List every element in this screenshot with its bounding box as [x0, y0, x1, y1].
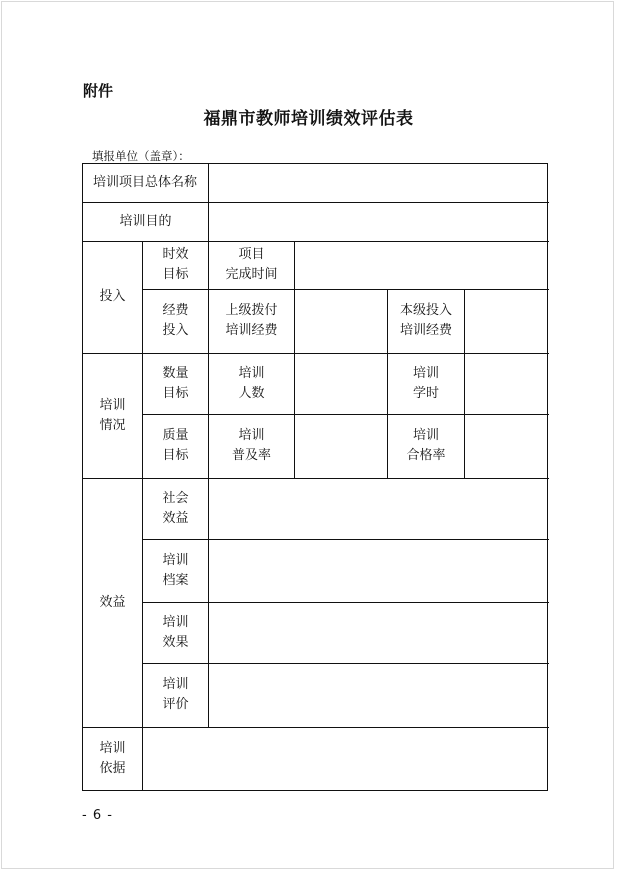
- training-archive-label: 培训 档案: [162, 552, 189, 588]
- pass-rate-label: 培训 合格率: [406, 428, 446, 463]
- training-evaluation-label: 培训 评价: [162, 677, 189, 712]
- benefits-group-label: 效益: [99, 594, 126, 610]
- completion-time-label: 项目 完成时间: [225, 247, 278, 282]
- project-name-label: 培训项目总体名称: [93, 175, 198, 190]
- timeliness-target-label: 时效 目标: [162, 247, 189, 282]
- upper-funds-label: 上级拨付 培训经费: [225, 303, 278, 338]
- training-hours-label: 培训 学时: [412, 365, 439, 401]
- coverage-rate-label: 培训 普及率: [231, 428, 271, 463]
- upper-funds-field[interactable]: [295, 289, 387, 353]
- training-effect-field[interactable]: [209, 602, 547, 663]
- training-basis-label: 培训 依据: [99, 740, 126, 776]
- funding-input-label: 经费 投入: [162, 303, 189, 338]
- training-evaluation-field[interactable]: [209, 663, 547, 727]
- social-benefit-field[interactable]: [209, 478, 547, 539]
- page-title: 福鼎市教师培训绩效评估表: [203, 109, 414, 129]
- attachment-label: 附件: [83, 82, 114, 100]
- trainee-count-field[interactable]: [295, 353, 387, 414]
- purpose-label: 培训目的: [119, 213, 172, 229]
- local-funds-field[interactable]: [465, 289, 547, 353]
- training-situation-label: 培训 情况: [99, 397, 126, 433]
- filler-unit-label: 填报单位（盖章）：: [92, 149, 190, 163]
- local-funds-label: 本级投入 培训经费: [399, 303, 452, 338]
- social-benefit-label: 社会 效益: [162, 490, 189, 526]
- page-number: - 6 -: [82, 808, 113, 823]
- training-hours-field[interactable]: [465, 353, 547, 414]
- completion-time-field[interactable]: [295, 241, 547, 289]
- pass-rate-field[interactable]: [465, 414, 547, 478]
- training-basis-field[interactable]: [143, 727, 547, 790]
- quality-target-label: 质量 目标: [162, 428, 189, 463]
- purpose-field[interactable]: [209, 202, 547, 241]
- project-name-field[interactable]: [209, 164, 547, 202]
- input-group-label: 投入: [99, 289, 126, 304]
- evaluation-form-table: [82, 163, 548, 791]
- trainee-count-label: 培训 人数: [238, 365, 265, 401]
- training-archive-field[interactable]: [209, 539, 547, 602]
- quantity-target-label: 数量 目标: [162, 365, 189, 401]
- training-effect-label: 培训 效果: [162, 614, 189, 650]
- coverage-rate-field[interactable]: [295, 414, 387, 478]
